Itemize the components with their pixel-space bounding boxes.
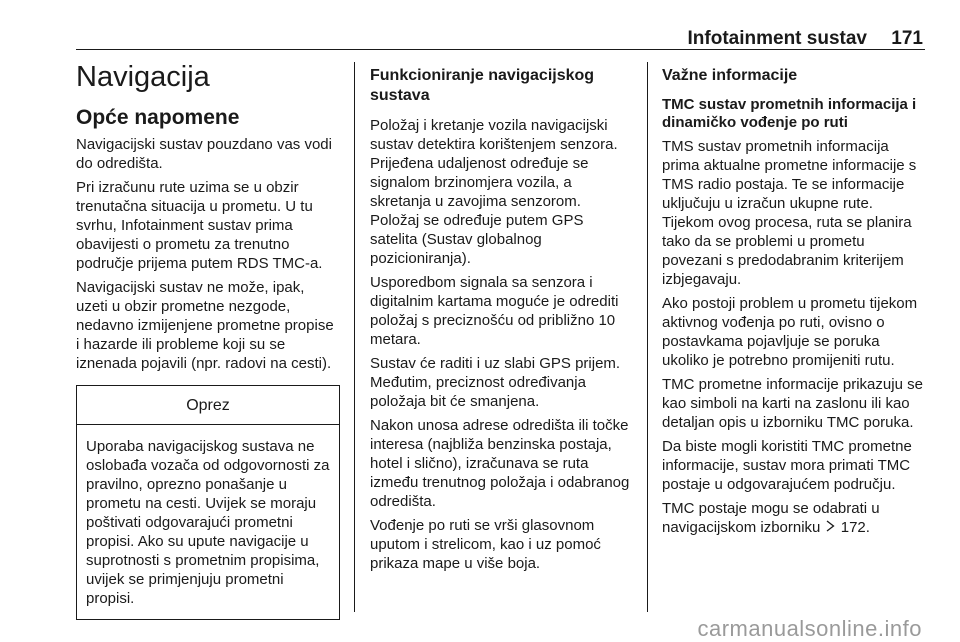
- warning-text: Uporaba navigacijskog sustava ne oslobađa vozača od odgovornosti za pravilno, oprezno ponašanje u prometu na cesti. Uvijek se moraju poštivati odgovarajući prometni propisi. Ako su upute navigacije u suprotnosti s prometnim propisima, uvijek se primjenjuju prometni propisi.: [86, 438, 330, 607]
- watermark: carmanualsonline.info: [697, 616, 922, 641]
- warning-box: [76, 385, 340, 620]
- paragraph: Nakon unosa adrese odredišta ili točke interesa (najbliža benzinska postaja, hotel i slično), izračunava se ruta između trenutnog položaja i odabranog odredišta.: [370, 417, 630, 510]
- paragraph: Položaj i kretanje vozila navigacijski sustav detektira korištenjem senzora. Prijeđena udaljenost određuje se signalom brzinomjera vozila, a skretanja u zavojima senzorom. Položaj se određuje putem GPS satelita (Sustav globalnog pozicioniranja).: [370, 117, 618, 267]
- column-divider: [354, 62, 355, 612]
- paragraph: Ako postoji problem u prometu tijekom aktivnog vođenja po ruti, ovisno o postavkama pojavljuje se poruka ukoliko je potrebno promijeniti rutu.: [662, 295, 918, 369]
- paragraph: Usporedbom signala sa senzora i digitalnim kartama moguće je odrediti položaj s preciznošću od približno 10 metara.: [370, 274, 619, 348]
- paragraph: Da biste mogli koristiti TMC prometne informacije, sustav mora primati TMC postaje u odgovarajućem području.: [662, 438, 912, 493]
- column-3: [662, 60, 926, 537]
- section-heading: Funkcioniranje navigacijskog sustava: [370, 67, 595, 104]
- section-title: Infotainment sustav: [687, 28, 867, 49]
- column-1: [76, 60, 340, 620]
- running-head: [76, 28, 925, 50]
- paragraph: Pri izračunu rute uzima se u obzir trenutačna situacija u prometu. U tu svrhu, Infotainment sustav prima obavijesti o prometu za trenutno područje prijema putem RDS TMC-a.: [76, 179, 323, 272]
- paragraph-text: TMC postaje mogu se odabrati u navigacijskom izborniku: [662, 500, 880, 536]
- paragraph: Navigacijski sustav pouzdano vas vodi do odredišta.: [76, 136, 332, 172]
- section-heading: Opće napomene: [76, 106, 240, 129]
- warning-title: Oprez: [77, 386, 339, 425]
- column-2: [370, 60, 634, 573]
- paragraph: TMS sustav prometnih informacija prima aktualne prometne informacije s TMS radio postaja. Te se informacije uključuju u izračun ukupne rute. Tijekom ovog procesa, ruta se planira tako da se problemi u prometu povezani s predodabranim kriterijem izbjegavaju.: [662, 138, 917, 288]
- paragraph: Navigacijski sustav ne može, ipak, uzeti u obzir prometne nezgode, nedavno izmijenjene prometne propise i hazarde ili probleme koji su se iznenada pojavili (npr. radovi na cesti).: [76, 279, 334, 372]
- paragraph: [662, 499, 926, 537]
- column-divider: [647, 62, 648, 612]
- paragraph: TMC prometne informacije prikazuju se kao simboli na karti na zaslonu ili kao detaljan opis u izborniku TMC poruka.: [662, 376, 923, 431]
- section-heading: Važne informacije: [662, 67, 798, 84]
- page-reference-arrow-icon: [825, 518, 837, 537]
- page-reference-link[interactable]: 172.: [840, 519, 870, 536]
- paragraph: Sustav će raditi i uz slabi GPS prijem. Međutim, preciznost određivanja položaja bit će smanjena.: [370, 355, 621, 410]
- subsection-heading: TMC sustav prometnih informacija i dinamičko vođenje po ruti: [662, 96, 917, 131]
- paragraph: Vođenje po ruti se vrši glasovnom uputom i strelicom, kao i uz pomoć prikaza mape u više boja.: [370, 517, 601, 572]
- chapter-title: Navigacija: [76, 61, 210, 93]
- page-number: 171: [891, 28, 923, 49]
